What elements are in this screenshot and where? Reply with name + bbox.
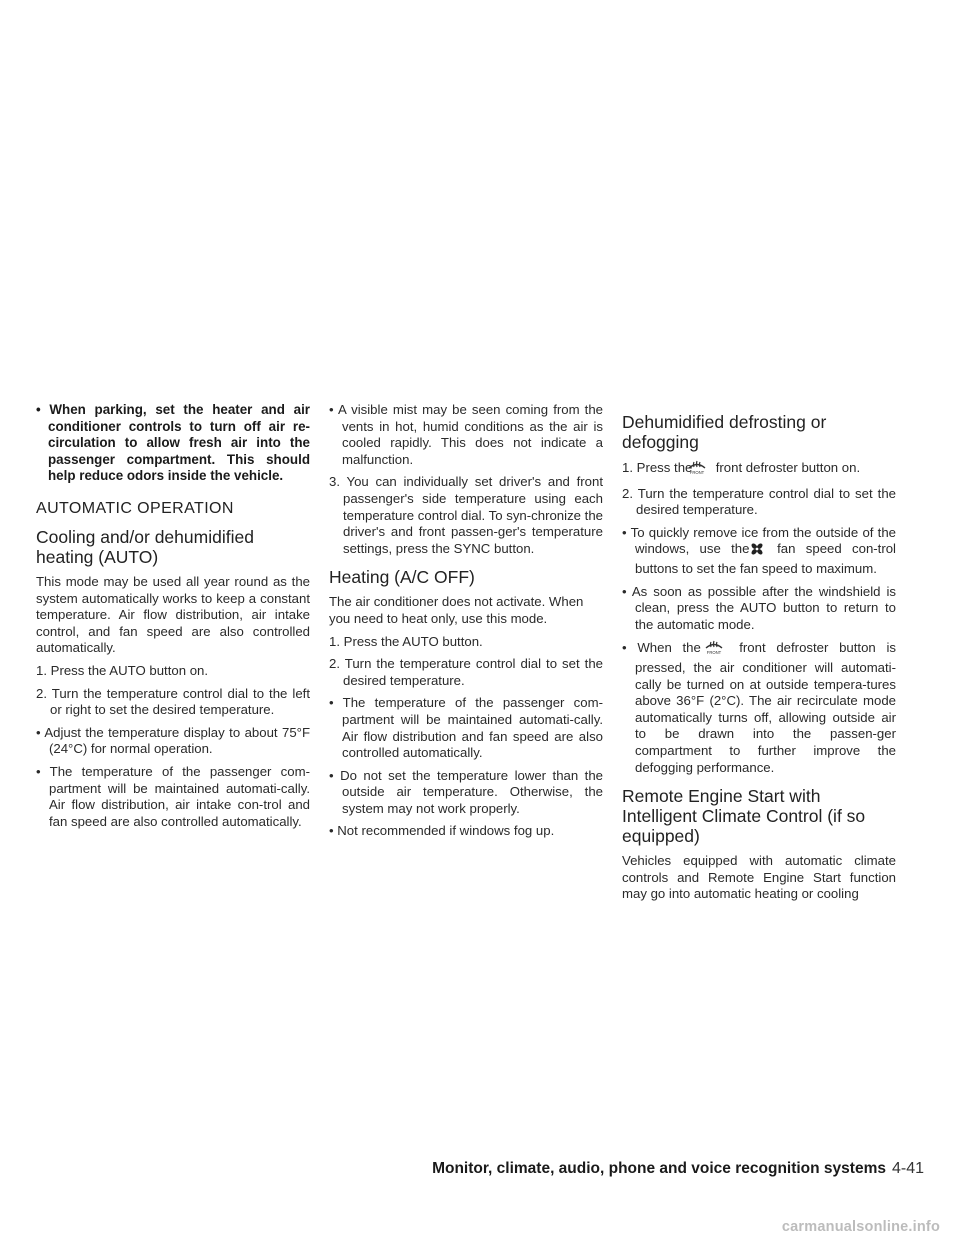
subheading-cooling-auto: Cooling and/or dehumidified heating (AUTO) <box>36 526 254 567</box>
bullet-remove-ice <box>622 525 896 578</box>
front-defroster-icon-2 <box>706 639 726 660</box>
bullet-defroster-ac-text-a: • When the <box>622 640 701 656</box>
step-press-auto-heating: 1. Press the AUTO button. <box>329 633 483 649</box>
subheading-heating-ac-off: Heating (A/C OFF) <box>329 567 475 588</box>
bullet-defroster-ac <box>622 639 896 776</box>
bullet-return-auto: • As soon as possible after the windshield is clean, press the AUTO button to return to the automatic mode. <box>622 583 896 632</box>
bullet-do-not-set-lower: • Do not set the temperature lower than the outside air temperature. Otherwise, the system may not work properly. <box>329 767 603 816</box>
step-turn-dial-heating: 2. Turn the temperature control dial to set the desired temperature. <box>329 656 603 688</box>
defroster-icon-label: FRONT <box>689 470 705 475</box>
bullet-remove-ice-text-b: fan speed con-trol buttons to set the fan speed to maximum. <box>635 541 896 576</box>
page-footer <box>432 1160 924 1178</box>
bullet-adjust-temp: • Adjust the temperature display to about 75°F (24°C) for normal operation. <box>36 724 310 757</box>
bullet-remove-ice-text-a: • To quickly remove ice from the outside of the windows, use the <box>622 524 896 557</box>
paragraph-auto-intro: This mode may be used all year round as the system automatically works to keep a constant temperature. Air flow distribution, air intake control, and fan speed are also controlled automatically. <box>36 573 310 656</box>
step-turn-dial-defrost: 2. Turn the temperature control dial to set the desired temperature. <box>622 485 896 518</box>
section-heading-automatic-operation: AUTOMATIC OPERATION <box>36 499 234 517</box>
column-2 <box>329 402 603 846</box>
paragraph-heating-intro: The air conditioner does not activate. When you need to heat only, use this mode. <box>329 594 584 626</box>
bullet-not-recommended: • Not recommended if windows fog up. <box>329 823 555 839</box>
column-1 <box>36 402 310 836</box>
subheading-defrosting: Dehumidified defrosting or defogging <box>622 412 827 452</box>
subheading-remote-engine-start: Remote Engine Start with Intelligent Climate Control (if so equipped) <box>622 786 866 847</box>
bullet-temp-maintained: • The temperature of the passenger com-partment will be maintained automati-cally. Air flow distribution, air intake con-trol and fan speed are also controlled automatically. <box>36 763 310 829</box>
page-number: 4-41 <box>891 1160 924 1177</box>
bullet-temp-maintained-heating: • The temperature of the passenger com-partment will be maintained automati-cally. Air flow distribution and fan speed are also controlled automatically. <box>329 695 603 761</box>
paragraph-remote-start-intro: Vehicles equipped with automatic climate controls and Remote Engine Start function may go into automatic heating or cooling <box>622 853 896 902</box>
bullet-defroster-ac-text-b: front defroster button is pressed, the air conditioner will automati-cally be turned on at outside tempera-tures above 36°F (2°C). The air recirculate mode automatically turns off, allowing outside air to be drawn into the passen-ger compartment to further improve the defogging performance. <box>635 640 896 775</box>
column-3 <box>622 402 896 909</box>
watermark: carmanualsonline.info <box>781 1219 940 1235</box>
defroster-icon-label-2: FRONT <box>706 650 721 656</box>
step-individual-temp: 3. You can individually set driver's and front passenger's side temperature using each temperature control dial. To syn-chronize the driver's and front passen-ger's temperature settings, press the SYNC button. <box>329 474 603 556</box>
step-press-defroster-text-a: 1. Press the <box>622 460 693 475</box>
front-defroster-icon <box>689 459 709 480</box>
step-press-defroster <box>622 459 896 480</box>
footer-chapter-title: Monitor, climate, audio, phone and voice recognition systems <box>432 1160 886 1177</box>
step-press-auto: 1. Press the AUTO button on. <box>36 662 209 678</box>
bullet-visible-mist: • A visible mist may be seen coming from the vents in hot, humid conditions as the air is cooled rapidly. This does not indicate a malfunction. <box>329 402 603 467</box>
step-press-defroster-text-b: front defroster button on. <box>715 460 861 475</box>
step-turn-dial: 2. Turn the temperature control dial to the left or right to set the desired temperature. <box>36 685 310 718</box>
fan-icon <box>763 542 764 561</box>
parking-warning: • When parking, set the heater and air conditioner controls to turn off air re-circulation to allow fresh air into the passenger compartment. This should help reduce odors inside the vehicle. <box>36 402 310 484</box>
